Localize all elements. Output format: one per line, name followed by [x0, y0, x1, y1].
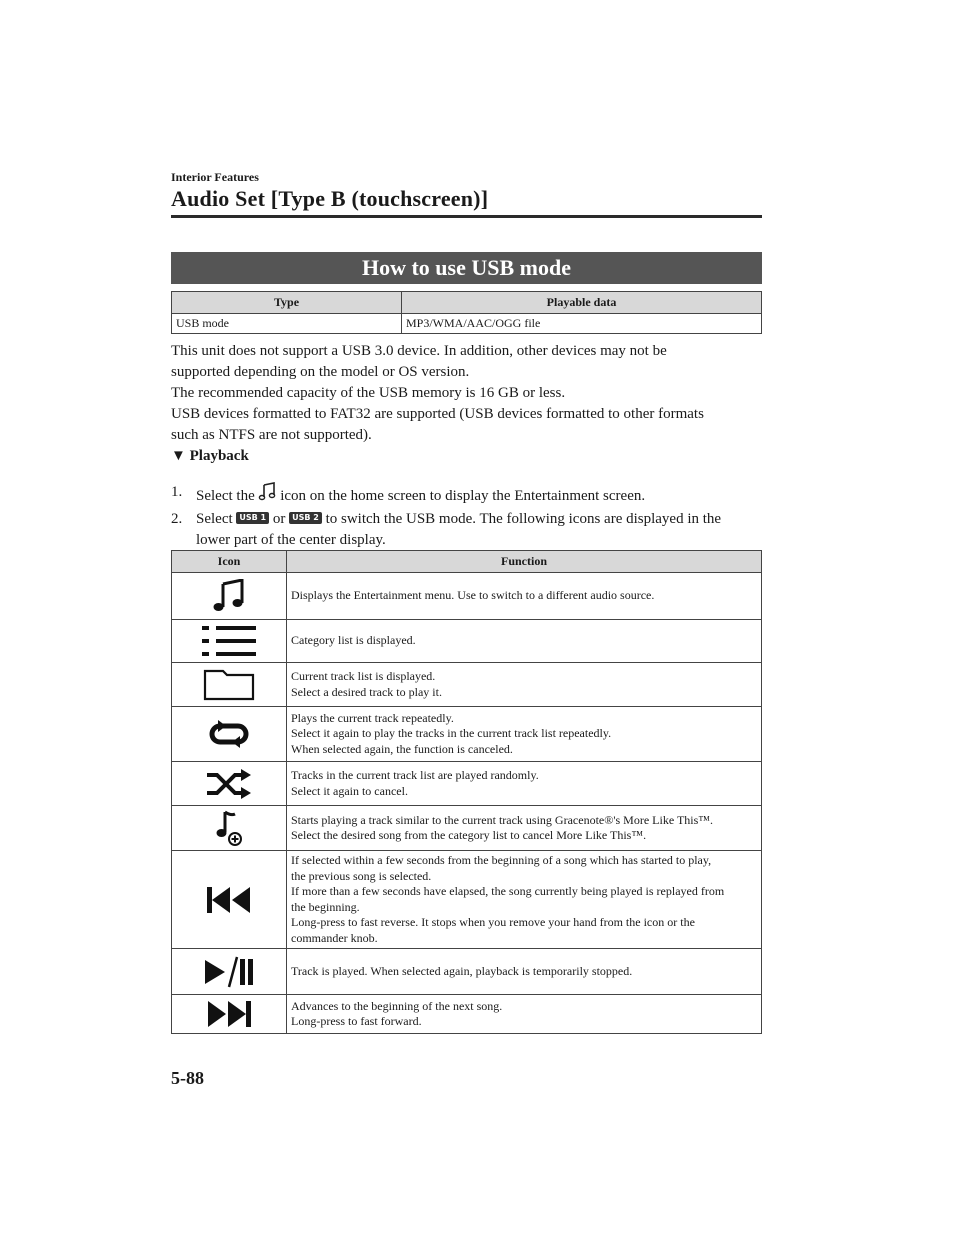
table-row: [172, 707, 762, 762]
step-text-part: Select the: [196, 488, 255, 504]
icon-cell: [172, 620, 287, 663]
function-line: the previous song is selected.: [291, 868, 432, 883]
step-text-part: or: [272, 511, 286, 527]
music-note-icon[interactable]: [212, 579, 246, 613]
section-label: Interior Features: [171, 170, 259, 184]
function-line: Category list is displayed.: [291, 633, 416, 648]
playback-heading: [171, 448, 249, 465]
function-line: Tracks in the current track list are played randomly.: [291, 768, 539, 782]
function-line: the beginning.: [291, 899, 360, 914]
function-line: If more than a few seconds have elapsed, the song currently being played is replayed from: [291, 884, 725, 898]
intro-line: This unit does not support a USB 3.0 device. In addition, other devices may not be: [171, 343, 667, 359]
column-header: Type: [172, 292, 402, 314]
icon-cell: [172, 762, 287, 806]
function-line: Select the desired song from the category list to cancel More Like This™.: [291, 828, 647, 842]
music-note-icon: [258, 482, 276, 509]
table-row: [172, 573, 762, 620]
function-line: Current track list is displayed.: [291, 669, 436, 683]
function-line: Starts playing a track similar to the current track using Gracenote®'s More Like This™.: [291, 812, 714, 827]
table-header-row: [172, 551, 762, 573]
intro-paragraph: [171, 341, 762, 446]
table-row: [172, 314, 762, 334]
function-line: Select a desired track to play it.: [291, 684, 442, 699]
playback-steps: [171, 482, 762, 551]
intro-line: USB devices formatted to FAT32 are supported (USB devices formatted to other formats: [171, 406, 704, 422]
column-header: Icon: [172, 551, 287, 573]
column-header: Playable data: [402, 292, 762, 314]
table-row: [172, 620, 762, 663]
table-row: [172, 762, 762, 806]
function-line: Select it again to play the tracks in the current track list repeatedly.: [291, 726, 612, 741]
shuffle-icon[interactable]: [205, 769, 253, 799]
icon-cell: [172, 949, 287, 995]
step-text-part: lower part of the center display.: [196, 532, 386, 548]
intro-line: supported depending on the model or OS version.: [171, 364, 470, 380]
more-like-this-icon[interactable]: [215, 810, 243, 846]
function-line: Displays the Entertainment menu. Use to switch to a different audio source.: [291, 588, 655, 603]
function-cell: [287, 663, 762, 707]
function-cell: [287, 573, 762, 620]
icon-function-table: [171, 550, 762, 1034]
step-2: [171, 509, 762, 551]
skip-back-icon[interactable]: [206, 886, 252, 914]
function-cell: [287, 620, 762, 663]
step-text: [196, 509, 721, 551]
intro-line: such as NTFS are not supported).: [171, 427, 372, 443]
page-number: 5-88: [171, 1068, 204, 1088]
playback-heading-text: Playback: [189, 448, 249, 464]
table-row: [172, 806, 762, 851]
function-line: Long-press to fast reverse. It stops when you remove your hand from the icon or the: [291, 915, 695, 929]
function-line: Plays the current track repeatedly.: [291, 710, 454, 725]
step-number: 1.: [171, 484, 183, 500]
usb2-button[interactable]: USB 2: [289, 512, 322, 524]
table-cell: MP3/WMA/AAC/OGG file: [402, 314, 762, 334]
table-header-row: [172, 292, 762, 314]
icon-cell: [172, 851, 287, 949]
table-row: [172, 663, 762, 707]
triangle-marker-icon: ▼: [171, 448, 186, 464]
icon-cell: [172, 573, 287, 620]
function-line: If selected within a few seconds from the beginning of a song which has started to play,: [291, 853, 712, 867]
function-cell: [287, 949, 762, 995]
function-line: When selected again, the function is canceled.: [291, 741, 513, 756]
type-table: [171, 291, 762, 334]
usb1-button[interactable]: USB 1: [236, 512, 269, 524]
folder-icon[interactable]: [203, 669, 255, 701]
function-cell: [287, 851, 762, 949]
section-banner: How to use USB mode: [171, 252, 762, 284]
repeat-icon[interactable]: [202, 719, 256, 749]
intro-line: The recommended capacity of the USB memory is 16 GB or less.: [171, 385, 566, 401]
icon-cell: [172, 663, 287, 707]
function-cell: [287, 762, 762, 806]
function-line: Track is played. When selected again, playback is temporarily stopped.: [291, 963, 633, 978]
function-cell: [287, 995, 762, 1034]
skip-forward-icon[interactable]: [206, 1000, 252, 1028]
step-text: [196, 482, 645, 509]
step-1: [171, 482, 762, 509]
icon-cell: [172, 806, 287, 851]
step-text-part: icon on the home screen to display the Entertainment screen.: [280, 488, 646, 504]
function-line: commander knob.: [291, 930, 378, 945]
function-line: Long-press to fast forward.: [291, 1014, 422, 1028]
play-pause-icon[interactable]: [203, 956, 255, 988]
table-row: [172, 851, 762, 949]
step-text-part: to switch the USB mode. The following icons are displayed in the: [325, 511, 722, 527]
column-header: Function: [287, 551, 762, 573]
step-number: 2.: [171, 511, 183, 527]
page-title: Audio Set [Type B (touchscreen)]: [171, 186, 489, 211]
function-cell: [287, 707, 762, 762]
icon-cell: [172, 707, 287, 762]
table-row: [172, 995, 762, 1034]
function-line: Select it again to cancel.: [291, 783, 408, 798]
step-text-part: Select: [196, 511, 233, 527]
title-divider: [171, 215, 762, 218]
table-row: [172, 949, 762, 995]
table-cell: USB mode: [172, 314, 402, 334]
function-line: Advances to the beginning of the next song.: [291, 998, 503, 1013]
list-icon[interactable]: [200, 624, 258, 658]
function-cell: [287, 806, 762, 851]
icon-cell: [172, 995, 287, 1034]
